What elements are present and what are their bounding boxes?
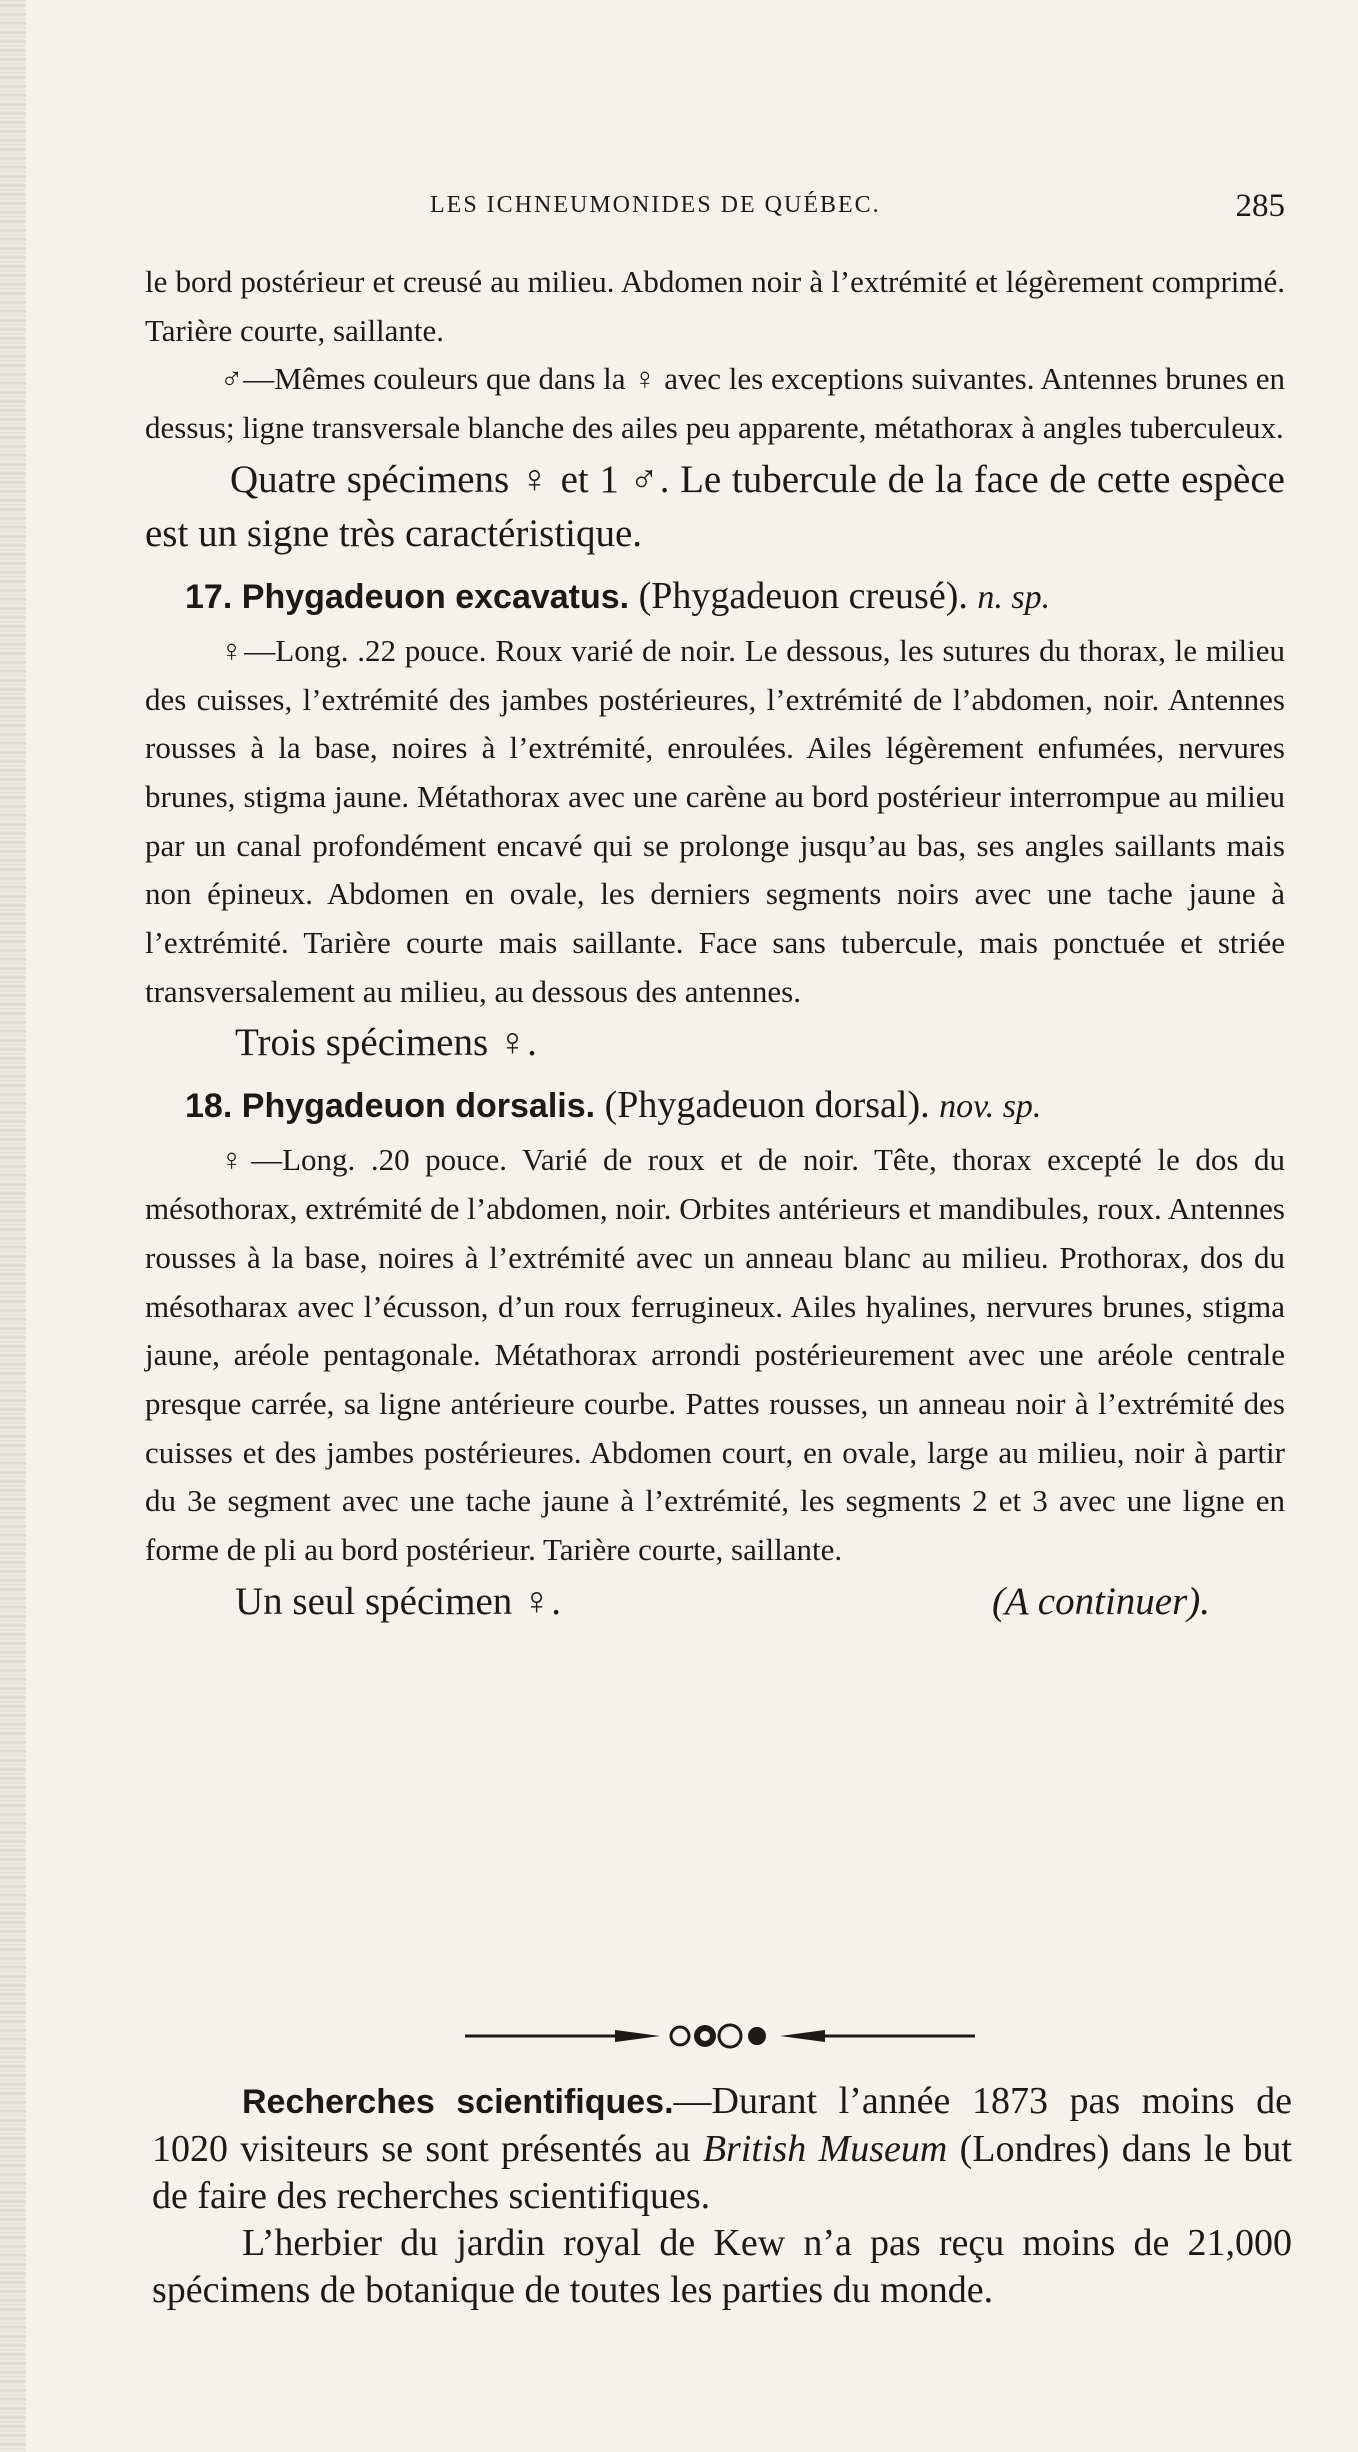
species-number: 17. xyxy=(185,577,233,616)
news-item xyxy=(152,2078,1292,2314)
paragraph: le bord postérieur et creusé au milieu. Abdomen noir à l’extrémité et légèrement comprimé. Tarière courte, saillante. xyxy=(145,264,1285,348)
museum-name: British Museum xyxy=(702,2128,948,2170)
species-name: Phygadeuon dorsalis. xyxy=(241,1087,596,1126)
species-name: Phygadeuon excavatus. xyxy=(241,577,630,616)
species-number: 18. xyxy=(185,1087,233,1126)
paragraph: Trois spécimens ♀. xyxy=(235,1021,537,1065)
paragraph: L’herbier du jardin royal de Kew n’a pas reçu moins de 21,000 spécimens de botanique de toutes les parties du monde. xyxy=(152,2222,1292,2311)
ornament-divider xyxy=(465,2016,975,2056)
article-body xyxy=(145,258,1285,1629)
paragraph: ♂—Mêmes couleurs que dans la ♀ avec les exceptions suivantes. Antennes brunes en dessus; ligne transversale blanche des ailes peu apparente, métathorax à angles tuberculeux. xyxy=(145,361,1285,446)
specimen-count: Un seul spécimen ♀. xyxy=(235,1579,562,1623)
closing-line xyxy=(145,1575,1285,1629)
species-tag: nov. sp. xyxy=(939,1088,1042,1126)
running-head: LES ICHNEUMONIDES DE QUÉBEC. xyxy=(430,192,881,218)
species-common-name: (Phygadeuon creusé). xyxy=(638,574,968,617)
news-title: Recherches scientifiques. xyxy=(242,2083,674,2121)
species-common-name: (Phygadeuon dorsal). xyxy=(604,1084,930,1127)
species-heading xyxy=(145,1076,1285,1136)
paragraph: Quatre spécimens ♀ et 1 ♂. Le tubercule de la face de cette espèce est un signe très caractéristique. xyxy=(145,457,1285,555)
paragraph: ♀—Long. .22 pouce. Roux varié de noir. Le dessous, les sutures du thorax, le milieu des cuisses, l’extrémité des jambes postérieures, l’extrémité de l’abdomen, noir. Antennes rousses à la base, noires à l’extrémité, enroulées. Ailes légèrement enfumées, nervures brunes, stigma jaune. Métathorax avec une carène au bord postérieur interrompue au milieu par un canal profondément encavé qui se prolonge jusqu’au bas, ses angles saillants mais non épineux. Abdomen en ovale, les derniers segments noirs avec une tache jaune à l’extrémité. Tarière courte mais saillante. Face sans tubercule, mais ponctuée et striée transversalement au milieu, au dessous des antennes. xyxy=(145,632,1285,1009)
page-number: 285 xyxy=(1235,188,1285,224)
paragraph: Recherches scientifiques.—Durant l’année 1873 pas moins de 1020 visiteurs se sont présentés au British Museum (Londres) dans le but de faire des recherches scientifiques. xyxy=(152,2080,1292,2217)
species-tag: n. sp. xyxy=(977,578,1051,616)
page-header xyxy=(145,188,1285,228)
paragraph: ♀—Long. .20 pouce. Varié de roux et de noir. Tête, thorax excepté le dos du mésothorax, extrémité de l’abdomen, noir. Orbites antérieurs et mandibules, roux. Antennes rousses à la base, noires à l’extrémité avec un anneau blanc au milieu. Prothorax, dos du mésotharax avec l’écusson, d’un roux ferrugineux. Ailes hyalines, nervures brunes, stigma jaune, aréole pentagonale. Métathorax arrondi postérieurement avec une aréole centrale presque carrée, sa ligne antérieure courbe. Pattes rousses, un anneau noir à l’extrémité des cuisses et des jambes postérieures. Abdomen court, en ovale, large au milieu, noir à partir du 3e segment avec une tache jaune à l’extrémité, les segments 2 et 3 avec une ligne en forme de pli au bord postérieur. Tarière courte, saillante. xyxy=(145,1142,1285,1568)
page-edge xyxy=(0,0,26,2452)
species-heading xyxy=(145,567,1285,627)
to-be-continued: (A continuer). xyxy=(991,1579,1210,1623)
